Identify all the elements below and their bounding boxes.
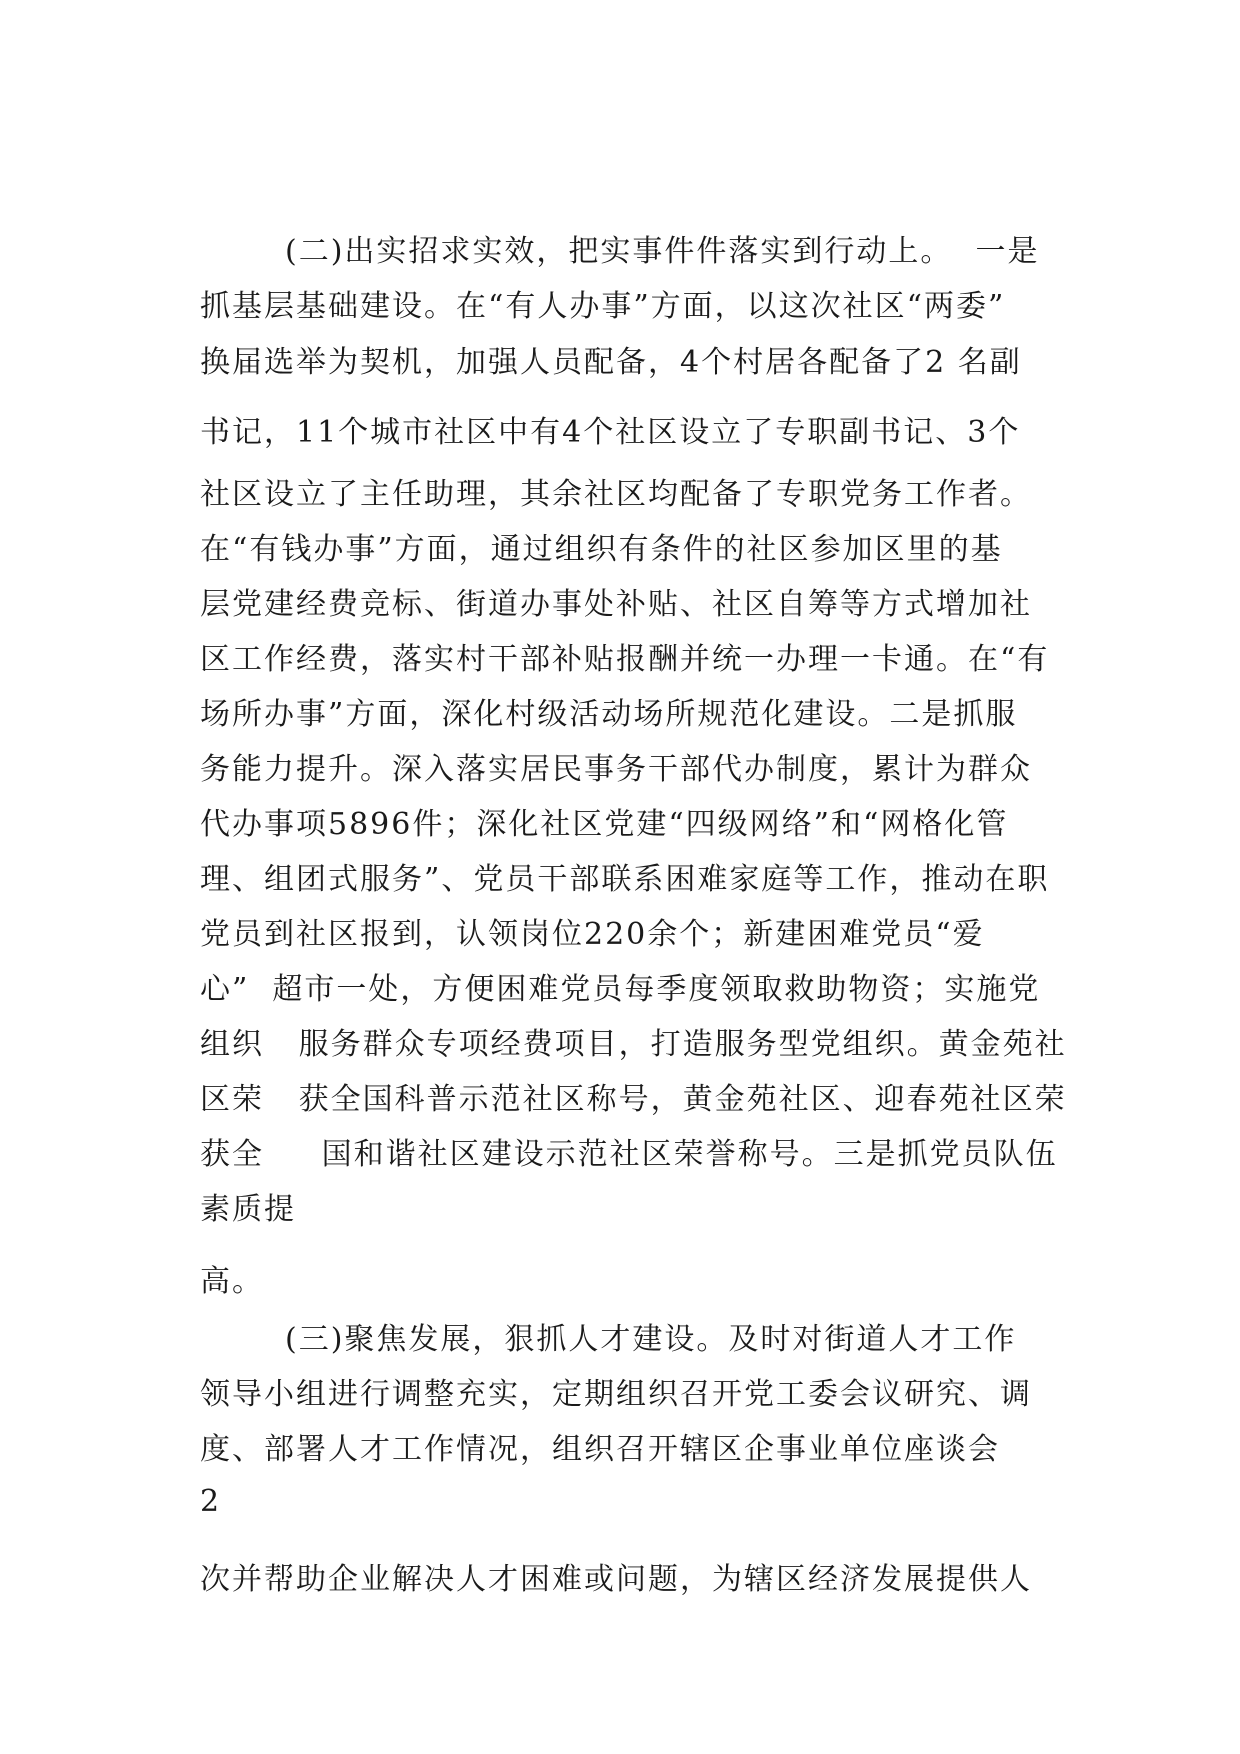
text-line: 组织 服务群众专项经费项目，打造服务型党组织。黄金苑社 — [200, 1027, 1067, 1062]
text-line: (二)出实招求实效，把实事件件落实到行动上。 一是 — [285, 234, 1040, 269]
text-line: 代办事项5896件；深化社区党建“四级网络”和“网格化管 — [200, 807, 1009, 842]
text-line: 抓基层基础建设。在“有人办事”方面，以这次社区“两委” — [200, 289, 1006, 324]
text-line: 党员到社区报到，认领岗位220余个；新建困难党员“爱 — [200, 917, 985, 952]
text-line: 高。 — [200, 1264, 264, 1299]
text-line: 务能力提升。深入落实居民事务干部代办制度，累计为群众 — [200, 752, 1032, 787]
text-line: 次并帮助企业解决人才困难或问题，为辖区经济发展提供人 — [200, 1562, 1032, 1597]
text-line: 换届选举为契机，加强人员配备，4个村居各配备了2 名副 — [200, 345, 1022, 380]
text-line: 在“有钱办事”方面，通过组织有条件的社区参加区里的基 — [200, 532, 1003, 567]
text-line: 2 — [200, 1484, 222, 1519]
text-line: 心” 超市一处，方便困难党员每季度领取救助物资；实施党 — [200, 972, 1041, 1007]
text-line: 领导小组进行调整充实，定期组织召开党工委会议研究、调 — [200, 1377, 1032, 1412]
text-line: 场所办事”方面，深化村级活动场所规范化建设。二是抓服 — [200, 697, 1018, 732]
text-line: 书记，11个城市社区中有4个社区设立了专职副书记、3个 — [200, 415, 1021, 450]
text-line: 理、组团式服务”、党员干部联系困难家庭等工作，推动在职 — [200, 862, 1050, 897]
text-line: 层党建经费竞标、街道办事处补贴、社区自筹等方式增加社 — [200, 587, 1032, 622]
text-line: 社区设立了主任助理，其余社区均配备了专职党务工作者。 — [200, 477, 1032, 512]
text-line: 区荣 获全国科普示范社区称号，黄金苑社区、迎春苑社区荣 — [200, 1082, 1067, 1117]
text-line: 获全 国和谐社区建设示范社区荣誉称号。三是抓党员队伍 — [200, 1137, 1058, 1172]
text-line: 区工作经费，落实村干部补贴报酬并统一办理一卡通。在“有 — [200, 642, 1050, 677]
text-line: 度、部署人才工作情况，组织召开辖区企事业单位座谈会 — [200, 1432, 1000, 1467]
text-line: 素质提 — [200, 1192, 296, 1227]
text-line: (三)聚焦发展，狠抓人才建设。及时对街道人才工作 — [285, 1322, 1017, 1357]
